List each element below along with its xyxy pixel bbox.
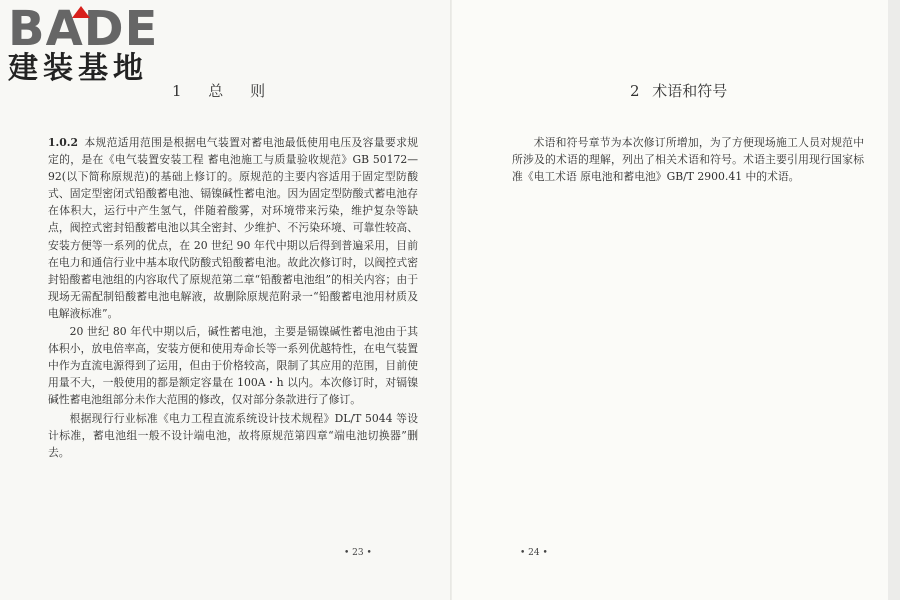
logo-wordmark: BADE (8, 1, 159, 57)
clause-paragraph (48, 134, 418, 322)
page-number-left: • 23 • (344, 548, 372, 558)
clause-number: 1.0.2 (48, 136, 79, 149)
left-page-body (48, 134, 418, 462)
bade-logo (8, 1, 176, 88)
right-page-body (512, 134, 864, 186)
page-edge (888, 0, 900, 600)
page-number-right: • 24 • (520, 548, 548, 558)
logo-red-triangle-icon (72, 6, 90, 18)
paragraph: 根据现行行业标准《电力工程直流系统设计技术规程》DL/T 5044 等设计标准，蓄电池组一般不设计端电池，故将原规范第四章“端电池切换器”删去。 (48, 411, 418, 459)
paragraph-text: 本规范适用范围是根据电气装置对蓄电池最低使用电压及容量要求规定的，是在《电气装置安装工程 蓄电池施工与质量验收规范》GB 50172—92(以下简称原规范)的基础上修订的。原规范的主要内容适用于固定型防酸式、固定型密闭式铅酸蓄电池、镉镍碱性蓄电池。因为固定型防酸式蓄电池存在体积大，运行中产生氢气，伴随着酸雾，对环境带来污染，维护复杂等缺点，阀控式密封铅酸蓄电池以其全密封、少维护、不污染环境、可靠性较高、安装方便等一系列的优点，在 20 世纪 90 年代中期以后得到普遍采用，目前在电力和通信行业中基本取代防酸式铅酸蓄电池。故此次修订时，以阀控式密封铅酸蓄电池组的内容取代了原规范第二章“铅酸蓄电池组”的相关内容；由于现场无需配制铅酸蓄电池电解液，故删除原规范附录一“铅酸蓄电池用材质及电解液标准”。 (48, 136, 418, 320)
chapter-1-title: 1 总 则 (172, 82, 266, 100)
chapter-2-title: 2 术语和符号 (630, 82, 728, 100)
logo-chinese-text: 建装基地 (8, 51, 148, 86)
paragraph: 术语和符号章节为本次修订所增加，为了方便现场施工人员对规范中所涉及的术语的理解，列出了相关术语和符号。术语主要引用现行国家标准《电工术语 原电池和蓄电池》GB/T 2900.41 中的术语。 (512, 136, 864, 184)
paragraph: 20 世纪 80 年代中期以后，碱性蓄电池，主要是镉镍碱性蓄电池由于其体积小，放电倍率高，安装方便和使用寿命长等一系列优越特性，在电气装置中作为直流电源得到了运用，但由于价格较高，限制了其应用的范围，目前使用量不大，一般使用的都是额定容量在 100A・h 以内。本次修订时，对镉镍碱性蓄电池组部分未作大范围的修改，仅对部分条款进行了修订。 (48, 325, 418, 407)
